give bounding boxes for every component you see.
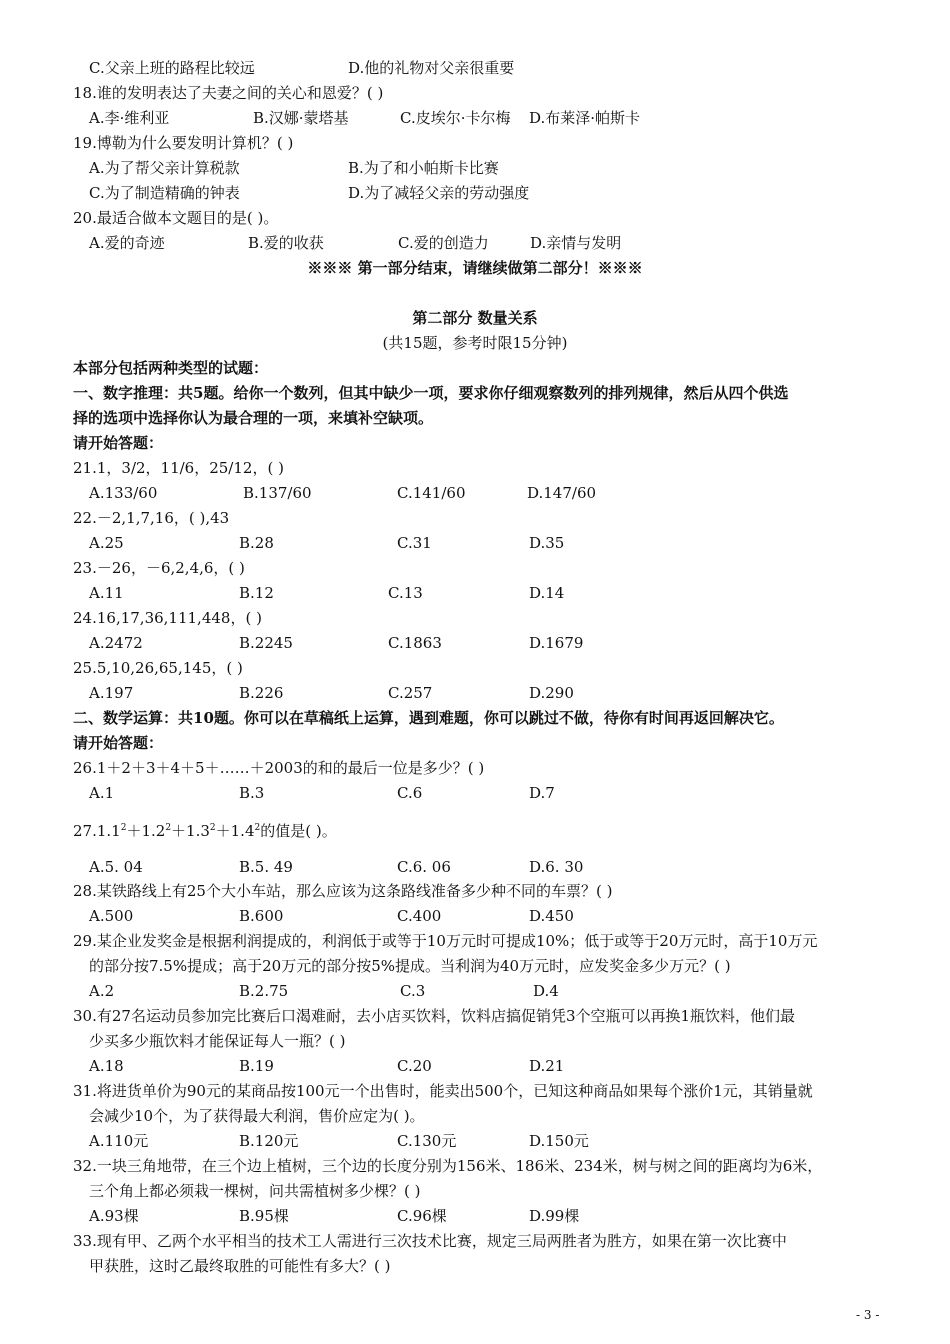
q27-option-b: B.5. 49 (239, 858, 293, 876)
q27-term3: ＋1.3 (171, 822, 210, 840)
q28-option-d: D.450 (529, 907, 574, 925)
start-answering-1: 请开始答题： (73, 434, 164, 452)
question-23: 23.－26，－6,2,4,6，( ) (73, 559, 245, 577)
question-33-line2: 甲获胜，这时乙最终取胜的可能性有多大？( ) (89, 1257, 391, 1275)
q27-option-c: C.6. 06 (397, 858, 451, 876)
q27-term2: ＋1.2 (126, 822, 166, 840)
q31-option-c: C.130元 (397, 1132, 457, 1150)
q27-option-d: D.6. 30 (529, 858, 584, 876)
question-21: 21.1，3/2，11/6，25/12，( ) (73, 459, 284, 477)
question-31-line1: 31.将进货单价为90元的某商品按100元一个出售时，能卖出500个，已知这种商品如果每个涨价1元，其销量就 (73, 1082, 813, 1100)
q27-exp4: 2 (254, 823, 261, 833)
part2-intro: 本部分包括两种类型的试题： (73, 359, 269, 377)
q27-term1: 27.1.1 (73, 822, 121, 840)
part2-title: 第二部分 数量关系 (412, 309, 538, 327)
page-number: - 3 - (856, 1308, 880, 1322)
q27-option-a: A.5. 04 (89, 858, 143, 876)
question-32-line2: 三个角上都必须栽一棵树，问共需植树多少棵？( ) (89, 1182, 421, 1200)
question-26: 26.1＋2＋3＋4＋5＋……＋2003的和的最后一位是多少？( ) (73, 759, 485, 777)
q22-option-d: D.35 (529, 534, 565, 552)
q20-option-a: A.爱的奇迹 (89, 234, 165, 252)
q21-option-b: B.137/60 (243, 484, 312, 502)
q28-option-c: C.400 (397, 907, 442, 925)
q32-option-a: A.93棵 (89, 1207, 139, 1225)
q27-tail: 的值是( )。 (260, 822, 337, 840)
part1-end-notice: ※※※ 第一部分结束，请继续做第二部分！※※※ (307, 259, 643, 277)
q22-option-b: B.28 (239, 534, 274, 552)
q26-option-c: C.6 (397, 784, 423, 802)
q27-exp3: 2 (209, 823, 216, 833)
q31-option-b: B.120元 (239, 1132, 299, 1150)
q27-term4: ＋1.4 (215, 822, 255, 840)
question-27 (73, 821, 337, 841)
part2-subtitle: (共15题，参考时限15分钟) (382, 334, 568, 352)
q23-option-d: D.14 (529, 584, 565, 602)
question-32-line1: 32.一块三角地带，在三个边上植树，三个边的长度分别为156米、186米、234米，树与树之间的距离均为6米， (73, 1157, 823, 1175)
q32-option-b: B.95棵 (239, 1207, 289, 1225)
q24-option-b: B.2245 (239, 634, 293, 652)
q18-option-d: D.布莱泽·帕斯卡 (529, 109, 641, 127)
q30-option-a: A.18 (89, 1057, 124, 1075)
question-22: 22.－2,1,7,16，( ),43 (73, 509, 230, 527)
q24-option-a: A.2472 (89, 634, 143, 652)
q30-option-c: C.20 (397, 1057, 432, 1075)
q17-option-c: C.父亲上班的路程比较远 (89, 59, 255, 77)
q32-option-d: D.99棵 (529, 1207, 580, 1225)
q25-option-d: D.290 (529, 684, 574, 702)
question-29-line2: 的部分按7.5%提成；高于20万元的部分按5%提成。当利润为40万元时，应发奖金多少万元？( ) (89, 957, 731, 975)
q25-option-a: A.197 (89, 684, 134, 702)
question-31-line2: 会减少10个，为了获得最大利润，售价应定为( )。 (89, 1107, 425, 1125)
q29-option-a: A.2 (89, 982, 115, 1000)
q26-option-d: D.7 (529, 784, 555, 802)
q19-option-c: C.为了制造精确的钟表 (89, 184, 240, 202)
q30-option-d: D.21 (529, 1057, 565, 1075)
q29-option-c: C.3 (400, 982, 426, 1000)
q24-option-d: D.1679 (529, 634, 584, 652)
q26-option-b: B.3 (239, 784, 265, 802)
question-28: 28.某铁路线上有25个大小车站，那么应该为这条路线准备多少种不同的车票？( ) (73, 882, 613, 900)
q31-option-a: A.110元 (89, 1132, 149, 1150)
q25-option-c: C.257 (388, 684, 433, 702)
q23-option-a: A.11 (89, 584, 124, 602)
q18-option-c: C.皮埃尔·卡尔梅 (400, 109, 511, 127)
question-20: 20.最适合做本文题目的是( )。 (73, 209, 279, 227)
question-25: 25.5,10,26,65,145，( ) (73, 659, 243, 677)
q31-option-d: D.150元 (529, 1132, 589, 1150)
q29-option-b: B.2.75 (239, 982, 289, 1000)
q29-option-d: D.4 (533, 982, 559, 1000)
q21-option-d: D.147/60 (527, 484, 597, 502)
q27-exp1: 2 (120, 823, 127, 833)
q20-option-d: D.亲情与发明 (530, 234, 622, 252)
q17-option-d: D.他的礼物对父亲很重要 (348, 59, 515, 77)
q21-option-c: C.141/60 (397, 484, 466, 502)
q21-option-a: A.133/60 (89, 484, 158, 502)
question-18: 18.谁的发明表达了夫妻之间的关心和恩爱？( ) (73, 84, 384, 102)
q23-option-c: C.13 (388, 584, 423, 602)
section1-instructions-line2: 择的选项中选择你认为最合理的一项，来填补空缺项。 (73, 409, 434, 427)
q24-option-c: C.1863 (388, 634, 442, 652)
q22-option-c: C.31 (397, 534, 432, 552)
question-29-line1: 29.某企业发奖金是根据利润提成的，利润低于或等于10万元时可提成10%；低于或等于20万元时，高于10万元 (73, 932, 818, 950)
question-30-line2: 少买多少瓶饮料才能保证每人一瓶？( ) (89, 1032, 346, 1050)
q26-option-a: A.1 (89, 784, 115, 802)
question-19: 19.博勒为什么要发明计算机？( ) (73, 134, 294, 152)
q18-option-b: B.汉娜·蒙塔基 (253, 109, 349, 127)
q28-option-b: B.600 (239, 907, 284, 925)
q32-option-c: C.96棵 (397, 1207, 447, 1225)
q20-option-c: C.爱的创造力 (398, 234, 489, 252)
q25-option-b: B.226 (239, 684, 284, 702)
q28-option-a: A.500 (89, 907, 134, 925)
q27-exp2: 2 (165, 823, 172, 833)
question-30-line1: 30.有27名运动员参加完比赛后口渴难耐，去小店买饮料，饮料店搞促销凭3个空瓶可以再换1瓶饮料，他们最 (73, 1007, 796, 1025)
question-24: 24.16,17,36,111,448，( ) (73, 609, 262, 627)
section1-instructions-line1: 一、数字推理：共5题。给你一个数列，但其中缺少一项，要求你仔细观察数列的排列规律，然后从四个供选 (73, 384, 789, 402)
question-33-line1: 33.现有甲、乙两个水平相当的技术工人需进行三次技术比赛，规定三局两胜者为胜方，如果在第一次比赛中 (73, 1232, 787, 1250)
q20-option-b: B.爱的收获 (248, 234, 324, 252)
q19-option-b: B.为了和小帕斯卡比赛 (348, 159, 499, 177)
section2-instructions: 二、数学运算：共10题。你可以在草稿纸上运算，遇到难题，你可以跳过不做，待你有时间再返回解决它。 (73, 709, 784, 727)
q23-option-b: B.12 (239, 584, 274, 602)
start-answering-2: 请开始答题： (73, 734, 164, 752)
q18-option-a: A.李·维利亚 (89, 109, 170, 127)
q30-option-b: B.19 (239, 1057, 274, 1075)
q22-option-a: A.25 (89, 534, 124, 552)
q19-option-d: D.为了减轻父亲的劳动强度 (348, 184, 530, 202)
q19-option-a: A.为了帮父亲计算税款 (89, 159, 240, 177)
